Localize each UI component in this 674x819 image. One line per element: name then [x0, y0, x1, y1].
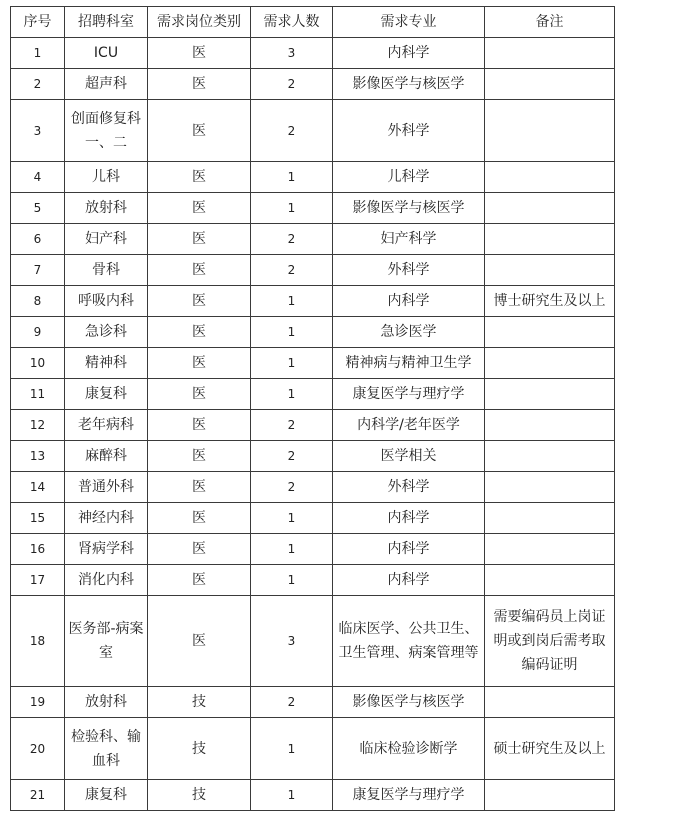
cell-type: 医	[148, 596, 251, 687]
cell-type: 技	[148, 687, 251, 718]
cell-no: 2	[11, 69, 65, 100]
cell-count: 1	[251, 379, 333, 410]
table-row	[11, 348, 615, 379]
table-row	[11, 718, 615, 780]
header-dept: 招聘科室	[65, 7, 148, 38]
cell-major: 内科学/老年医学	[333, 410, 485, 441]
cell-count: 1	[251, 718, 333, 780]
table-row	[11, 69, 615, 100]
recruitment-table	[10, 6, 615, 811]
cell-remark	[485, 472, 615, 503]
cell-count: 2	[251, 100, 333, 162]
cell-count: 2	[251, 255, 333, 286]
cell-count: 2	[251, 472, 333, 503]
cell-dept: 麻醉科	[65, 441, 148, 472]
cell-count: 3	[251, 596, 333, 687]
cell-type: 医	[148, 379, 251, 410]
cell-major: 儿科学	[333, 162, 485, 193]
cell-remark	[485, 503, 615, 534]
table-row	[11, 687, 615, 718]
cell-count: 1	[251, 286, 333, 317]
cell-dept: 急诊科	[65, 317, 148, 348]
cell-no: 12	[11, 410, 65, 441]
cell-major: 影像医学与核医学	[333, 69, 485, 100]
table-row	[11, 224, 615, 255]
cell-type: 医	[148, 193, 251, 224]
cell-remark	[485, 38, 615, 69]
cell-no: 6	[11, 224, 65, 255]
table-row	[11, 441, 615, 472]
cell-remark	[485, 441, 615, 472]
cell-dept: ICU	[65, 38, 148, 69]
cell-no: 14	[11, 472, 65, 503]
cell-dept: 放射科	[65, 193, 148, 224]
cell-remark	[485, 224, 615, 255]
cell-major: 外科学	[333, 255, 485, 286]
cell-count: 2	[251, 69, 333, 100]
table-row	[11, 193, 615, 224]
cell-remark	[485, 565, 615, 596]
cell-remark	[485, 317, 615, 348]
cell-no: 1	[11, 38, 65, 69]
cell-dept: 检验科、输血科	[65, 718, 148, 780]
cell-remark	[485, 780, 615, 811]
cell-type: 医	[148, 100, 251, 162]
cell-major: 妇产科学	[333, 224, 485, 255]
cell-dept: 儿科	[65, 162, 148, 193]
cell-count: 1	[251, 193, 333, 224]
table-row	[11, 100, 615, 162]
cell-count: 1	[251, 780, 333, 811]
cell-count: 1	[251, 348, 333, 379]
cell-dept: 康复科	[65, 379, 148, 410]
cell-type: 医	[148, 224, 251, 255]
cell-major: 外科学	[333, 100, 485, 162]
cell-remark	[485, 534, 615, 565]
cell-remark	[485, 348, 615, 379]
cell-no: 21	[11, 780, 65, 811]
cell-remark	[485, 687, 615, 718]
cell-major: 临床检验诊断学	[333, 718, 485, 780]
cell-dept: 创面修复科一、二	[65, 100, 148, 162]
table-row	[11, 534, 615, 565]
cell-major: 精神病与精神卫生学	[333, 348, 485, 379]
cell-remark	[485, 379, 615, 410]
table-row	[11, 503, 615, 534]
cell-count: 1	[251, 565, 333, 596]
cell-major: 医学相关	[333, 441, 485, 472]
cell-dept: 精神科	[65, 348, 148, 379]
table-row	[11, 255, 615, 286]
cell-no: 17	[11, 565, 65, 596]
table-row	[11, 379, 615, 410]
cell-no: 7	[11, 255, 65, 286]
cell-type: 医	[148, 472, 251, 503]
cell-remark: 硕士研究生及以上	[485, 718, 615, 780]
cell-no: 11	[11, 379, 65, 410]
cell-no: 5	[11, 193, 65, 224]
cell-dept: 妇产科	[65, 224, 148, 255]
cell-count: 1	[251, 534, 333, 565]
cell-major: 急诊医学	[333, 317, 485, 348]
cell-dept: 放射科	[65, 687, 148, 718]
cell-major: 临床医学、公共卫生、卫生管理、病案管理等	[333, 596, 485, 687]
table-row	[11, 38, 615, 69]
cell-dept: 消化内科	[65, 565, 148, 596]
cell-remark: 需要编码员上岗证明或到岗后需考取编码证明	[485, 596, 615, 687]
cell-dept: 骨科	[65, 255, 148, 286]
cell-major: 影像医学与核医学	[333, 193, 485, 224]
cell-type: 技	[148, 780, 251, 811]
cell-type: 医	[148, 255, 251, 286]
cell-type: 医	[148, 348, 251, 379]
table-row	[11, 162, 615, 193]
cell-dept: 超声科	[65, 69, 148, 100]
cell-major: 康复医学与理疗学	[333, 379, 485, 410]
table-row	[11, 596, 615, 687]
cell-type: 技	[148, 718, 251, 780]
cell-remark	[485, 162, 615, 193]
cell-no: 13	[11, 441, 65, 472]
cell-no: 19	[11, 687, 65, 718]
cell-type: 医	[148, 565, 251, 596]
cell-type: 医	[148, 69, 251, 100]
cell-type: 医	[148, 317, 251, 348]
cell-dept: 康复科	[65, 780, 148, 811]
cell-major: 外科学	[333, 472, 485, 503]
cell-no: 18	[11, 596, 65, 687]
cell-count: 2	[251, 441, 333, 472]
cell-count: 1	[251, 162, 333, 193]
cell-count: 2	[251, 224, 333, 255]
cell-major: 内科学	[333, 503, 485, 534]
cell-type: 医	[148, 38, 251, 69]
table-row	[11, 286, 615, 317]
cell-no: 8	[11, 286, 65, 317]
table-row	[11, 410, 615, 441]
cell-no: 16	[11, 534, 65, 565]
cell-major: 康复医学与理疗学	[333, 780, 485, 811]
cell-no: 10	[11, 348, 65, 379]
header-major: 需求专业	[333, 7, 485, 38]
header-count: 需求人数	[251, 7, 333, 38]
table-row	[11, 780, 615, 811]
cell-count: 1	[251, 317, 333, 348]
cell-remark	[485, 100, 615, 162]
cell-major: 内科学	[333, 38, 485, 69]
cell-type: 医	[148, 503, 251, 534]
cell-count: 2	[251, 410, 333, 441]
header-type: 需求岗位类别	[148, 7, 251, 38]
cell-dept: 医务部-病案室	[65, 596, 148, 687]
header-remark: 备注	[485, 7, 615, 38]
cell-remark	[485, 69, 615, 100]
table-row	[11, 317, 615, 348]
cell-dept: 神经内科	[65, 503, 148, 534]
table-row	[11, 472, 615, 503]
cell-type: 医	[148, 410, 251, 441]
table-row	[11, 565, 615, 596]
cell-type: 医	[148, 162, 251, 193]
cell-remark: 博士研究生及以上	[485, 286, 615, 317]
cell-major: 内科学	[333, 534, 485, 565]
cell-no: 9	[11, 317, 65, 348]
cell-type: 医	[148, 441, 251, 472]
cell-type: 医	[148, 286, 251, 317]
cell-dept: 老年病科	[65, 410, 148, 441]
cell-no: 4	[11, 162, 65, 193]
header-no: 序号	[11, 7, 65, 38]
cell-dept: 呼吸内科	[65, 286, 148, 317]
cell-major: 内科学	[333, 286, 485, 317]
header-row	[11, 7, 615, 38]
cell-no: 3	[11, 100, 65, 162]
cell-major: 内科学	[333, 565, 485, 596]
cell-type: 医	[148, 534, 251, 565]
cell-no: 15	[11, 503, 65, 534]
cell-dept: 普通外科	[65, 472, 148, 503]
cell-remark	[485, 410, 615, 441]
cell-no: 20	[11, 718, 65, 780]
cell-count: 3	[251, 38, 333, 69]
cell-count: 1	[251, 503, 333, 534]
cell-major: 影像医学与核医学	[333, 687, 485, 718]
cell-remark	[485, 193, 615, 224]
cell-remark	[485, 255, 615, 286]
cell-dept: 肾病学科	[65, 534, 148, 565]
cell-count: 2	[251, 687, 333, 718]
